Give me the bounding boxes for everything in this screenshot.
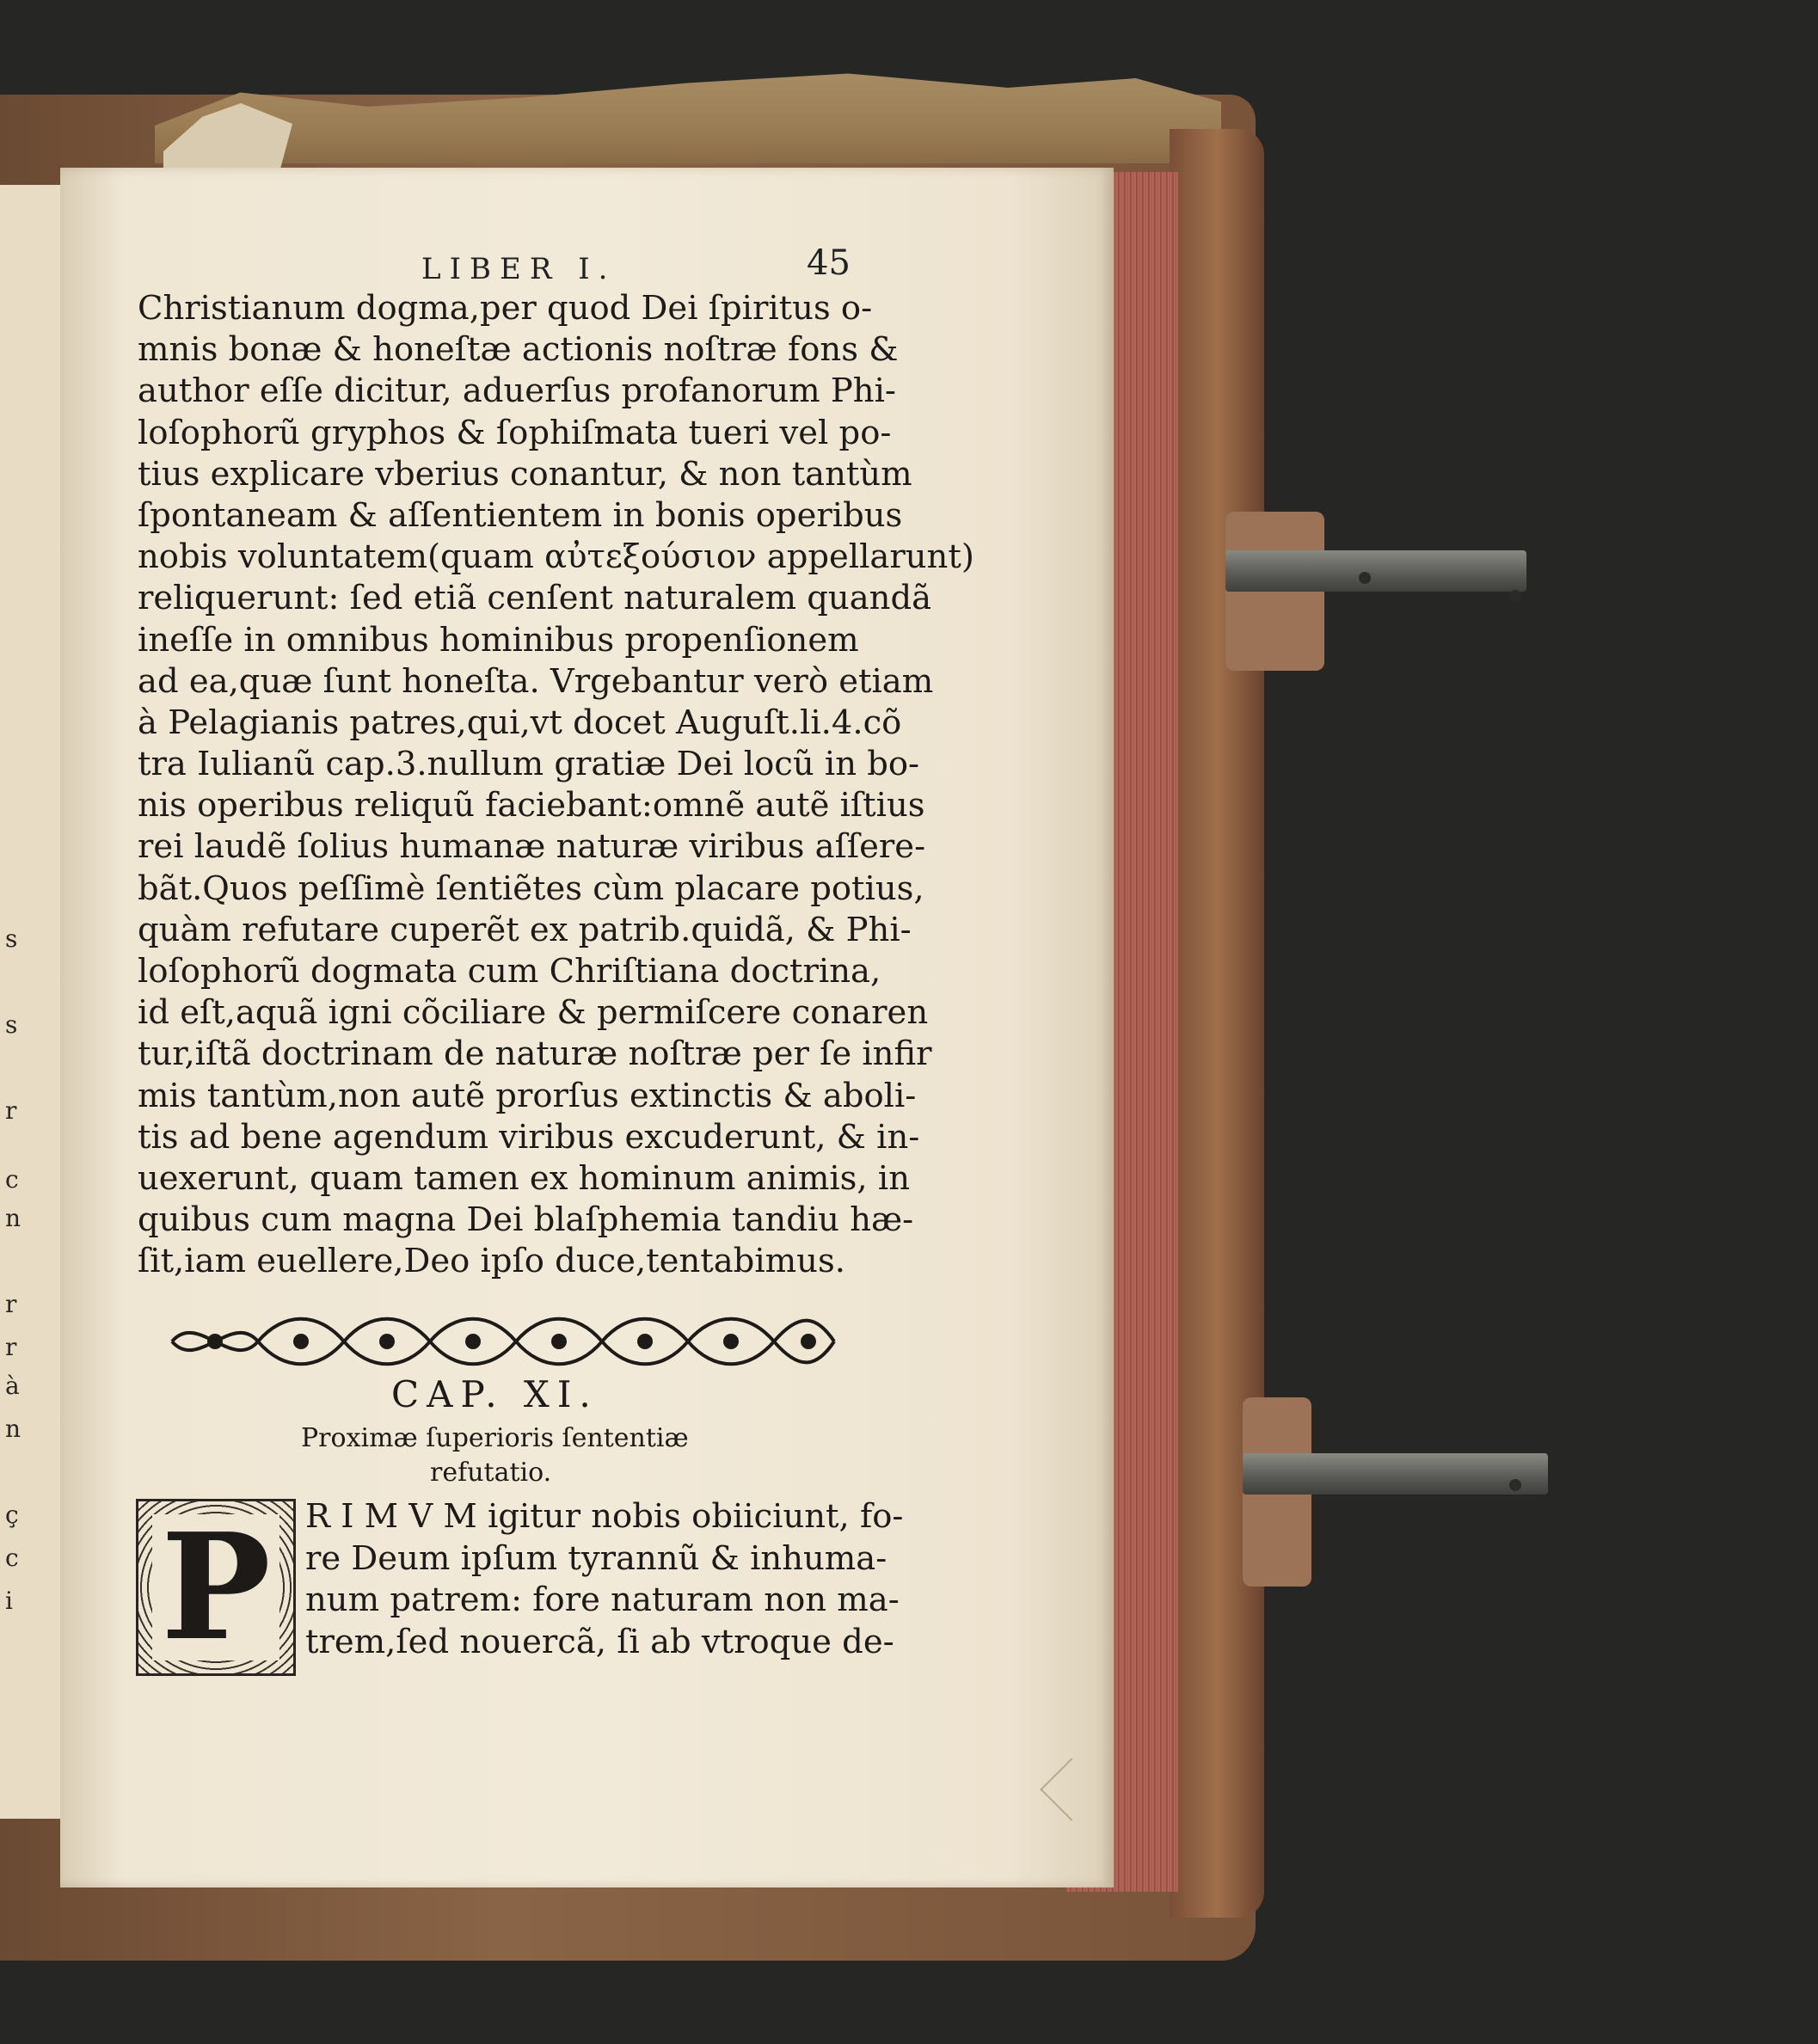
- text-line: ineſſe in omnibus hominibus propenſionem: [138, 620, 859, 660]
- text-line: ſit,iam euellere,Deo ipſo duce,tentabimus.: [138, 1242, 845, 1281]
- decorated-initial: [136, 1499, 296, 1676]
- chapter-subtitle-line: refutatio.: [430, 1458, 552, 1488]
- text-line: tur,iſtã doctrinam de naturæ noſtræ per ſe infir: [138, 1034, 932, 1074]
- text-line: bãt.Quos peſſimè ſentiẽtes cùm placare potius,: [138, 869, 924, 908]
- text-line: quàm refutare cuperẽt ex patrib.quidã, & Phi-: [138, 910, 912, 949]
- book-page: [60, 168, 1114, 1887]
- text-line: re Deum ipſum tyrannũ & inhuma-: [305, 1538, 888, 1578]
- decorative-headpiece-ornament: [163, 1307, 843, 1374]
- text-line: trem,ſed nouercã, ſi ab vtroque de-: [305, 1622, 894, 1661]
- lower-clasp-metal: [1243, 1453, 1548, 1495]
- left-page-edge: [0, 185, 64, 1819]
- text-line: uexerunt, quam tamen ex hominum animis, in: [138, 1158, 911, 1198]
- left-margin-letter: c: [5, 1544, 19, 1572]
- left-margin-letter: r: [5, 1333, 17, 1361]
- left-margin-letter: n: [5, 1204, 21, 1232]
- text-line: loſophorũ gryphos & ſophiſmata tueri vel po-: [138, 413, 892, 452]
- chapter-subtitle-line: Proximæ ſuperioris ſententiæ: [301, 1423, 689, 1453]
- page-number: 45: [807, 243, 851, 283]
- chapter-text: [305, 1496, 907, 1663]
- text-line: reliquerunt: ſed etiã cenſent naturalem quandã: [138, 579, 932, 618]
- left-margin-letter: i: [5, 1587, 13, 1615]
- text-line: quibus cum magna Dei blaſphemia tandiu hæ-: [138, 1200, 914, 1240]
- text-line: ad ea,quæ ſunt honeſta. Vrgebantur verò etiam: [138, 661, 934, 701]
- upper-clasp-rivet: [1359, 572, 1371, 584]
- left-margin-letter: ç: [5, 1501, 19, 1529]
- text-line: num patrem: fore naturam non ma-: [305, 1581, 900, 1619]
- page-top-edge: [155, 69, 1221, 163]
- text-line: rei laudẽ ſolius humanæ naturæ viribus aſſere-: [138, 827, 926, 867]
- text-line: tra Iulianũ cap.3.nullum gratiæ Dei locũ in bo-: [138, 745, 920, 784]
- upper-clasp-metal: [1225, 550, 1526, 592]
- chapter-subtitle: [301, 1421, 731, 1490]
- text-line: R I M V M igitur nobis obiiciunt, fo-: [305, 1497, 904, 1536]
- text-line: author eſſe dicitur, aduerſus profanorum Phi-: [138, 371, 896, 411]
- text-line: Christianum dogma,per quod Dei ſpiritus o-: [138, 289, 873, 328]
- text-line: mis tantùm,non autẽ prorſus extinctis & aboli-: [138, 1076, 917, 1115]
- body-text: [138, 288, 974, 1283]
- text-line: ſpontaneam & aſſentientem in bonis operibus: [138, 495, 903, 535]
- chapter-heading: CAP. XI.: [391, 1373, 599, 1415]
- left-margin-letter: r: [5, 1290, 17, 1318]
- text-line: tius explicare vberius conantur, & non tantùm: [138, 454, 912, 494]
- left-margin-letter: à: [5, 1372, 20, 1400]
- left-margin-letter: r: [5, 1096, 17, 1125]
- text-line: mnis bonæ & honeſtæ actionis noſtræ fons &: [138, 330, 899, 370]
- text-line: nis operibus reliquũ faciebant:omnẽ autẽ iſtius: [138, 786, 925, 826]
- book-binding-edge: [1170, 129, 1264, 1918]
- left-margin-letter: s: [5, 924, 18, 953]
- page-corner-fold: [1040, 1758, 1103, 1821]
- text-line: nobis voluntatem(quam αὐτεξούσιον appellarunt): [138, 537, 974, 577]
- text-line: tis ad bene agendum viribus excuderunt, & in-: [138, 1117, 920, 1157]
- initial-letter: P: [152, 1514, 279, 1660]
- running-head: LIBER I.: [421, 252, 617, 286]
- left-margin-letter: n: [5, 1415, 21, 1443]
- lower-clasp-rivet: [1509, 1479, 1521, 1491]
- text-line: loſophorũ dogmata cum Chriſtiana doctrina,: [138, 952, 881, 991]
- text-line: à Pelagianis patres,qui,vt docet Auguſt.li.4.cõ: [138, 703, 902, 742]
- text-line: id eſt,aquã igni cõciliare & permiſcere conaren: [138, 993, 929, 1033]
- left-margin-letter: s: [5, 1010, 18, 1039]
- left-margin-letter: c: [5, 1165, 19, 1194]
- upper-clasp-rivet: [1509, 590, 1521, 602]
